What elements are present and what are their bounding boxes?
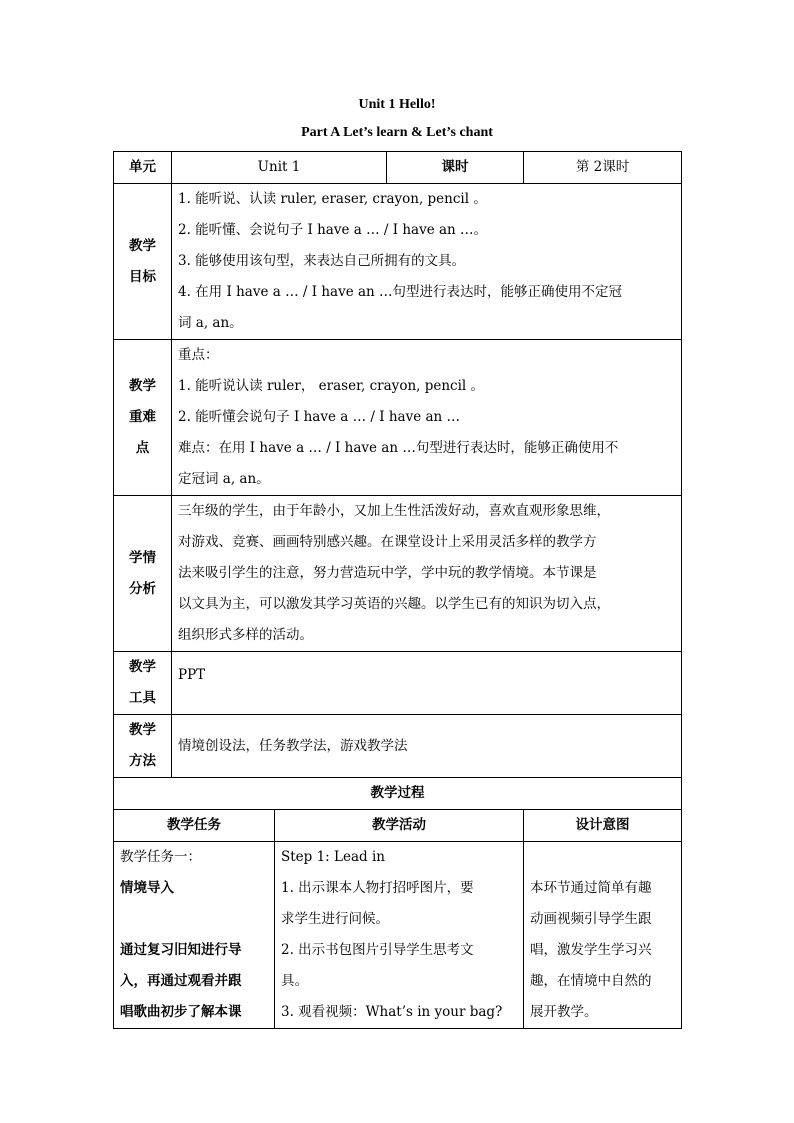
col-header-task: 教学任务: [114, 810, 275, 842]
intent-line: 展开教学。: [530, 1004, 598, 1020]
task-line: 情境导入: [120, 880, 174, 896]
methods-label-line-2: 方法: [129, 753, 156, 769]
intent-line: 趣，在情境中自然的: [530, 973, 652, 989]
analysis-line: 组织形式多样的活动。: [178, 627, 313, 643]
period-label: 课时: [387, 152, 524, 184]
task-line: 通过复习旧知进行导: [120, 942, 242, 958]
keypoint-item: 2. 能听懂会说句子 I have a … / I have an …: [178, 409, 461, 425]
activity-line: 3. 观看视频：What’s in your bag?: [281, 1004, 503, 1020]
goal-item: 词 a, an。: [178, 315, 243, 331]
goals-label-line-1: 教学: [129, 237, 156, 254]
process-title: 教学过程: [114, 778, 682, 810]
goal-item: 3. 能够使用该句型，来表达自己所拥有的文具。: [178, 253, 466, 269]
col-header-intent: 设计意图: [524, 810, 682, 842]
col-header-activity: 教学活动: [275, 810, 524, 842]
analysis-line: 三年级的学生，由于年龄小，又加上生性活泼好动，喜欢直观形象思维，: [178, 503, 610, 519]
keypoints-row: [114, 340, 682, 496]
tools-label-line-1: 教学: [129, 659, 156, 675]
keypoints-label-line-1: 教学: [129, 378, 156, 394]
intent-line: [530, 842, 675, 873]
keypoint-item: 1. 能听说认读 ruler， eraser, crayon, pencil 。: [178, 378, 485, 394]
analysis-line: 法来吸引学生的注意，努力营造玩中学，学中玩的教学情境。本节课是: [178, 565, 597, 581]
goal-item: 2. 能听懂、会说句子 I have a … / I have an …。: [178, 222, 488, 238]
analysis-row: [114, 496, 682, 652]
methods-row: [114, 715, 682, 778]
methods-label-line-1: 教学: [129, 722, 156, 738]
process-row: [114, 842, 682, 1029]
period-value: 第 2课时: [524, 152, 682, 184]
goals-content: [172, 184, 682, 340]
goals-label: [114, 184, 172, 340]
goals-row: [114, 184, 682, 340]
task-cell: [114, 842, 275, 1029]
task-line: 入，再通过观看并跟: [120, 973, 242, 989]
lesson-plan-table: [113, 151, 682, 1029]
unit-value: Unit 1: [172, 152, 387, 184]
analysis-line: 以文具为主，可以激发其学习英语的兴趣。以学生已有的知识为切入点，: [178, 596, 610, 612]
intent-line: 唱，激发学生学习兴: [530, 942, 652, 958]
activity-line: 具。: [281, 973, 308, 989]
analysis-line: 对游戏、竞赛、画画特别感兴趣。在课堂设计上采用灵活多样的教学方: [178, 534, 597, 550]
task-line: [120, 904, 268, 935]
task-line: 唱歌曲初步了解本课: [120, 1004, 242, 1020]
task-line: 教学任务一：: [120, 849, 201, 865]
process-header-row: [114, 810, 682, 842]
analysis-label-line-1: 学情: [129, 549, 156, 566]
goals-label-line-2: 目标: [129, 268, 156, 285]
intent-line: 本环节通过简单有趣: [530, 880, 652, 896]
activity-line: 求学生进行问候。: [281, 911, 389, 927]
keypoints-label: [114, 340, 172, 496]
methods-label: [114, 715, 172, 778]
goal-item: 4. 在用 I have a … / I have an …句型进行表达时，能够正确使用不定冠: [178, 284, 623, 300]
keypoint-item: 难点：在用 I have a … / I have an …句型进行表达时，能够正确使用不: [178, 440, 619, 456]
keypoint-item: 重点：: [178, 347, 219, 363]
activity-line: 1. 出示课本人物打招呼图片，要: [281, 880, 474, 896]
goal-item: 1. 能听说、认读 ruler, eraser, crayon, pencil 。: [178, 191, 487, 207]
tools-row: [114, 652, 682, 715]
analysis-label-line-2: 分析: [129, 580, 156, 597]
keypoints-content: [172, 340, 682, 496]
process-title-row: [114, 778, 682, 810]
activity-line: 2. 出示书包图片引导学生思考文: [281, 942, 474, 958]
keypoints-label-line-2: 重难: [129, 409, 156, 425]
unit-label: 单元: [114, 152, 172, 184]
keypoint-item: 定冠词 a, an。: [178, 471, 270, 487]
intent-cell: [524, 842, 682, 1029]
methods-value: 情境创设法，任务教学法，游戏教学法: [172, 715, 682, 778]
keypoints-label-line-3: 点: [135, 440, 150, 456]
intent-line: 动画视频引导学生跟: [530, 911, 652, 927]
tools-label: [114, 652, 172, 715]
analysis-label: [114, 496, 172, 652]
document-subtitle: Part A Let’s learn & Let’s chant: [301, 125, 493, 140]
tools-value: PPT: [172, 652, 682, 715]
analysis-content: [172, 496, 682, 652]
info-row: [114, 152, 682, 184]
document-title: Unit 1 Hello!: [358, 97, 436, 112]
activity-line: Step 1: Lead in: [281, 849, 385, 865]
tools-label-line-2: 工具: [129, 690, 156, 706]
activity-cell: [275, 842, 524, 1029]
